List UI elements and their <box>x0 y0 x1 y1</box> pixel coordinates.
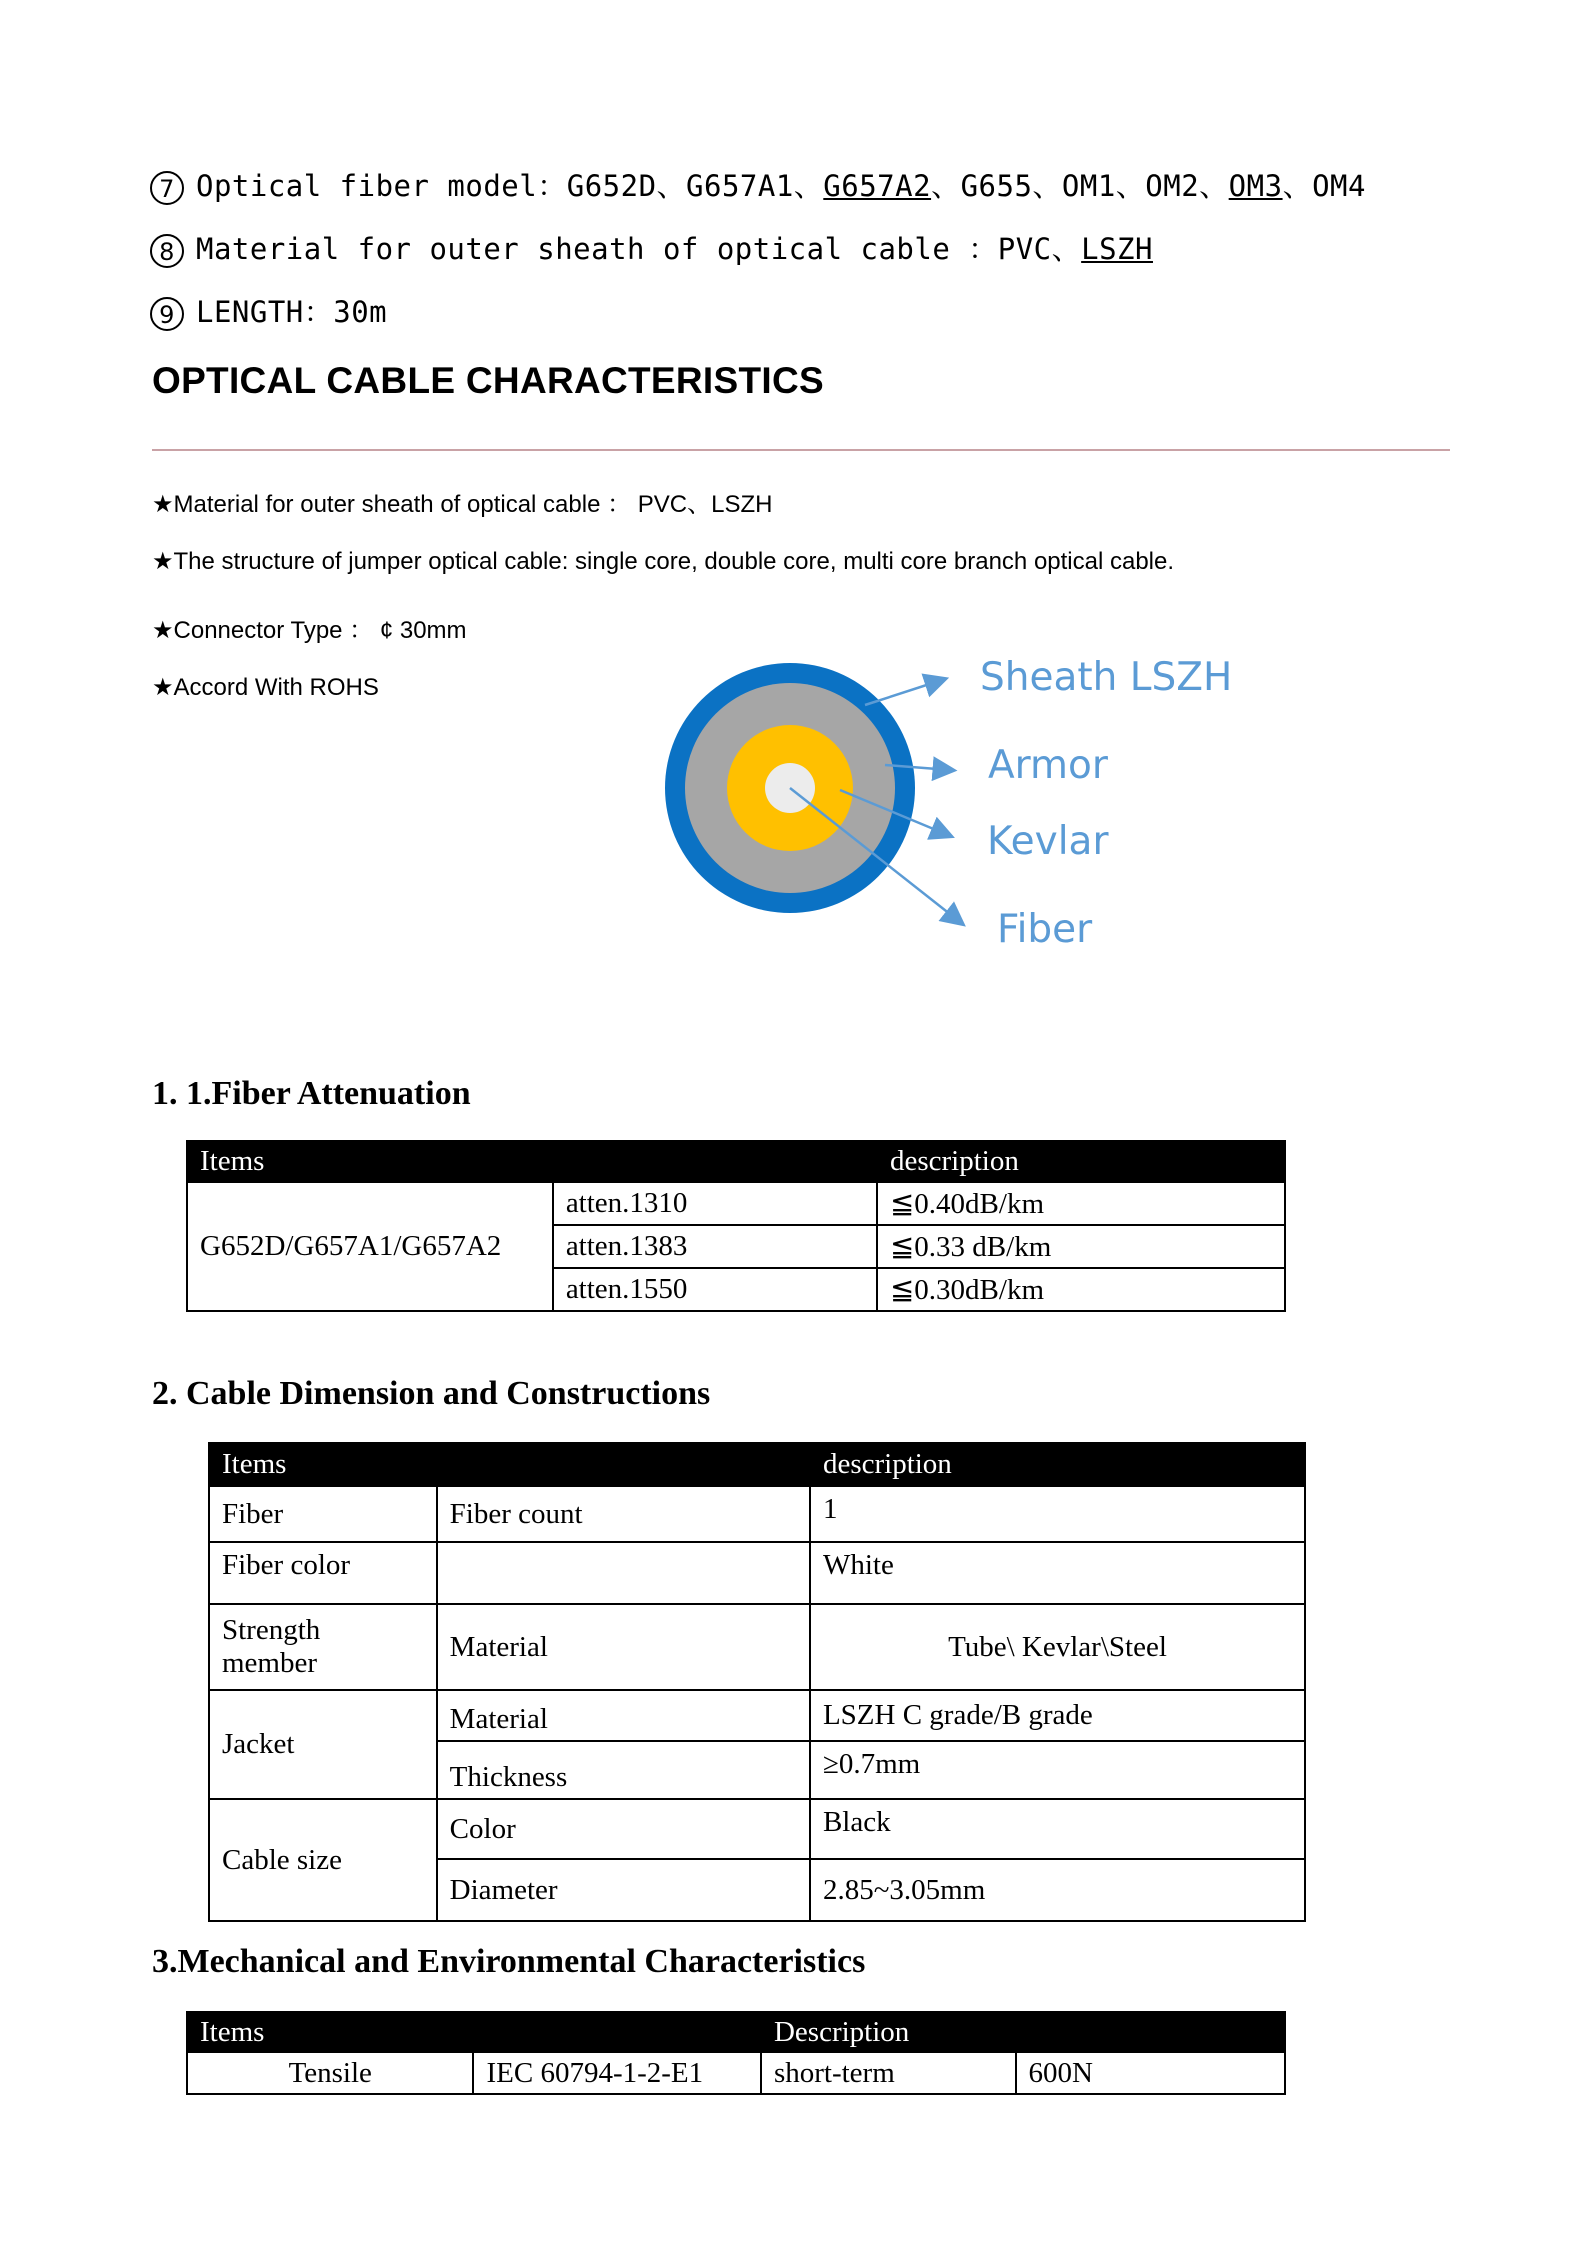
strength-member-label <box>209 1604 437 1690</box>
atten-item: atten.1383 <box>553 1225 877 1268</box>
spec-item-7 <box>150 164 1366 205</box>
header-items: Items <box>187 1141 877 1182</box>
jacket-material-value: LSZH C grade/B grade <box>810 1690 1305 1741</box>
atten-item: atten.1550 <box>553 1268 877 1311</box>
spec-text: 、G655、OM1、OM2、 <box>931 169 1229 203</box>
jacket-thickness-label: Thickness <box>437 1741 810 1799</box>
header-description: Description <box>761 2012 1285 2052</box>
cable-color-value: Black <box>810 1799 1305 1859</box>
strength-label-line1: Strength <box>222 1614 321 1646</box>
table-row <box>209 1690 1305 1741</box>
label-fiber: Fiber <box>997 907 1093 952</box>
cable-size-label: Cable size <box>209 1799 437 1921</box>
jacket-label: Jacket <box>209 1690 437 1799</box>
header-description: description <box>877 1141 1285 1182</box>
sheath-arrow <box>865 680 942 705</box>
strength-material-value: Tube\ Kevlar\Steel <box>810 1604 1305 1690</box>
cable-color-label: Color <box>437 1799 810 1859</box>
table-row <box>187 2052 1285 2094</box>
tensile-label: Tensile <box>187 2052 473 2094</box>
tensile-value: 600N <box>1016 2052 1286 2094</box>
spec-text: 、OM4 <box>1282 169 1366 203</box>
table-row <box>209 1486 1305 1542</box>
circled-number: 7 <box>150 171 184 205</box>
fiber-label: Fiber <box>209 1486 437 1542</box>
spec-underlined-om3: OM3 <box>1228 169 1283 203</box>
table-row <box>209 1604 1305 1690</box>
fiber-attenuation-table <box>186 1140 1286 1312</box>
label-kevlar: Kevlar <box>987 819 1109 864</box>
jacket-material-label: Material <box>437 1690 810 1741</box>
cable-diameter-value: 2.85~3.05mm <box>810 1859 1305 1921</box>
feature-sheath: ★Material for outer sheath of optical cable ： PVC、LSZH <box>152 491 773 518</box>
spec-underlined-g657a2: G657A2 <box>823 169 932 203</box>
circled-number: 8 <box>150 234 184 268</box>
atten-value: ≦0.40dB/km <box>877 1182 1285 1225</box>
spec-underlined-lszh: LSZH <box>1081 232 1153 266</box>
jacket-thickness-value: ≥0.7mm <box>810 1741 1305 1799</box>
fiber-color-sub <box>437 1542 810 1604</box>
section1-title: 1. 1.Fiber Attenuation <box>152 1075 471 1112</box>
fiber-color-label: Fiber color <box>209 1542 437 1604</box>
tensile-condition: short-term <box>761 2052 1016 2094</box>
spec-text: LENGTH：30m <box>196 295 388 329</box>
spec-text: Material for outer sheath of optical cable ：PVC、 <box>196 232 1082 266</box>
tensile-standard: IEC 60794-1-2-E1 <box>473 2052 760 2094</box>
spec-item-8 <box>150 227 1153 268</box>
circled-number: 9 <box>150 297 184 331</box>
spec-item-9 <box>150 290 387 331</box>
table-row <box>209 1799 1305 1859</box>
strength-label-line2: member <box>222 1647 318 1679</box>
feature-connector: ★Connector Type ： ¢ 30mm <box>152 617 467 644</box>
section2-title: 2. Cable Dimension and Constructions <box>152 1375 711 1412</box>
header-items: Items <box>209 1443 810 1486</box>
label-armor: Armor <box>988 743 1108 788</box>
table-header-row <box>187 2012 1285 2052</box>
table-header-row <box>187 1141 1285 1182</box>
fiber-count-label: Fiber count <box>437 1486 810 1542</box>
cable-dimension-table <box>208 1442 1306 1922</box>
header-items: Items <box>187 2012 761 2052</box>
fiber-count-value: 1 <box>810 1486 1305 1542</box>
feature-rohs: ★Accord With ROHS <box>152 674 379 701</box>
section3-title: 3.Mechanical and Environmental Characteristics <box>152 1943 866 1980</box>
cable-cross-section-diagram <box>660 640 1260 970</box>
strength-material-label: Material <box>437 1604 810 1690</box>
header-description: description <box>810 1443 1305 1486</box>
cable-diameter-label: Diameter <box>437 1859 810 1921</box>
spec-text: Optical fiber model：G652D、G657A1、 <box>196 169 824 203</box>
table-row <box>209 1542 1305 1604</box>
mechanical-characteristics-table <box>186 2011 1286 2095</box>
heading-divider <box>152 449 1450 451</box>
feature-structure: ★The structure of jumper optical cable: single core, double core, multi core branch optical cable. <box>152 548 1175 575</box>
atten-value: ≦0.33 dB/km <box>877 1225 1285 1268</box>
page-heading: OPTICAL CABLE CHARACTERISTICS <box>152 360 824 401</box>
fiber-model-cell: G652D/G657A1/G657A2 <box>187 1182 553 1311</box>
fiber-color-value: White <box>810 1542 1305 1604</box>
label-sheath: Sheath LSZH <box>980 655 1233 700</box>
atten-item: atten.1310 <box>553 1182 877 1225</box>
table-row <box>187 1182 1285 1225</box>
table-header-row <box>209 1443 1305 1486</box>
atten-value: ≦0.30dB/km <box>877 1268 1285 1311</box>
